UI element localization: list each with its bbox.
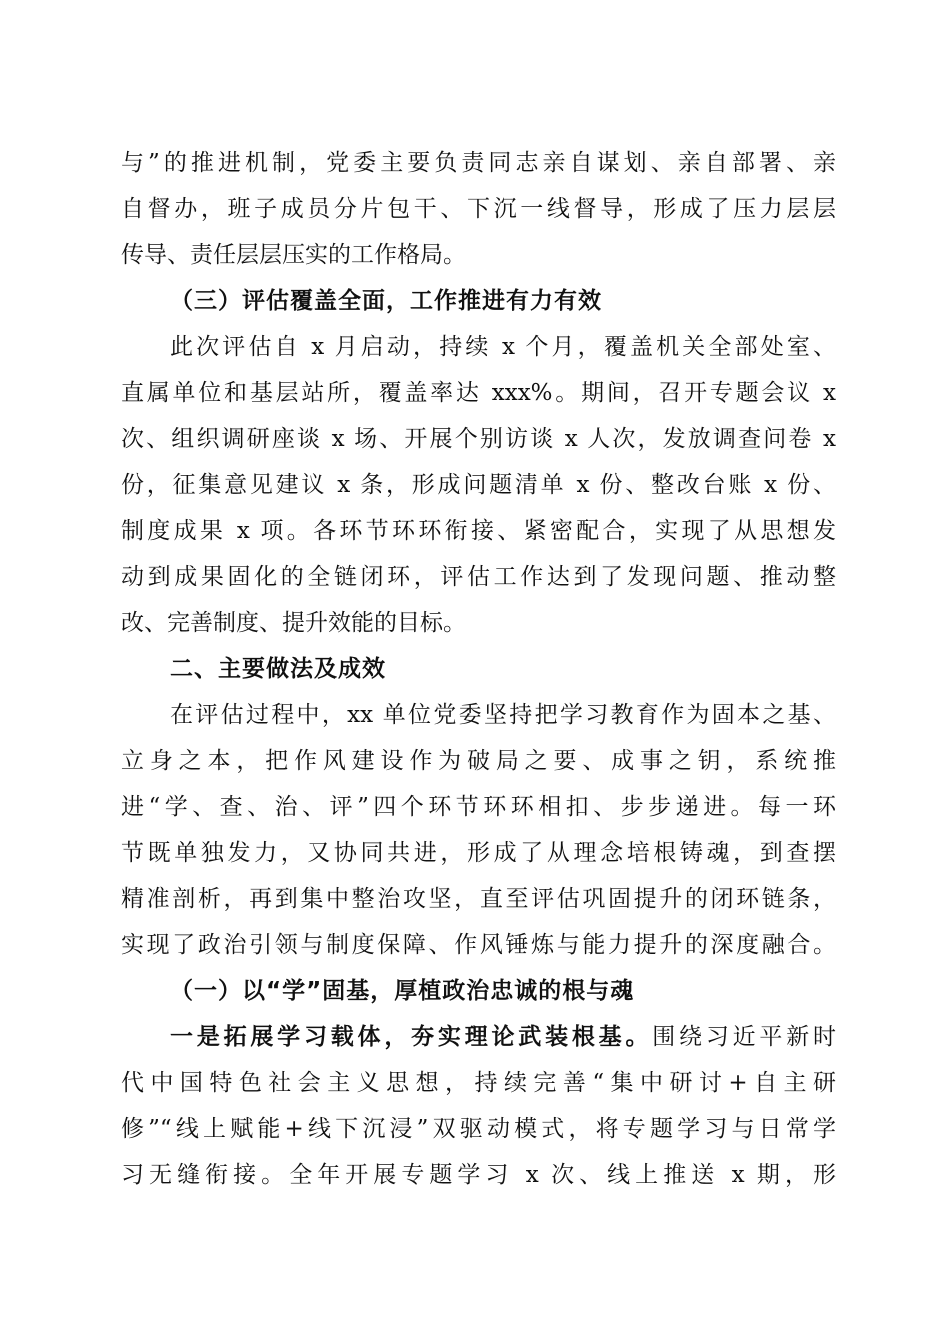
paragraph-line: 改、完善制度、提升效能的目标。	[121, 610, 466, 636]
paragraph-line: 在评估过程中，xx 单位党委坚持把学习教育作为固本之基、	[170, 702, 836, 728]
paragraph-line: 此次评估自 x 月启动，持续 x 个月，覆盖机关全部处室、	[170, 334, 836, 360]
paragraph-line: 与”的推进机制，党委主要负责同志亲自谋划、亲自部署、亲	[121, 150, 836, 176]
paragraph-line: 代中国特色社会主义思想，持续完善“集中研讨+自主研	[121, 1070, 836, 1096]
paragraph-line: 习无缝衔接。全年开展专题学习 x 次、线上推送 x 期，形	[121, 1162, 836, 1188]
paragraph-text: 围绕习近平新时	[652, 1024, 836, 1050]
paragraph-line	[170, 1017, 836, 1057]
paragraph-line: 实现了政治引领与制度保障、作风锤炼与能力提升的深度融合。	[121, 932, 836, 958]
paragraph-line: 直属单位和基层站所，覆盖率达 xxx%。期间，召开专题会议 x	[121, 380, 836, 406]
paragraph-line: 制度成果 x 项。各环节环环衔接、紧密配合，实现了从思想发	[121, 518, 836, 544]
paragraph-line: 份，征集意见建议 x 条，形成问题清单 x 份、整改台账 x 份、	[121, 472, 836, 498]
paragraph-line: 动到成果固化的全链闭环，评估工作达到了发现问题、推动整	[121, 564, 836, 590]
section-heading: 二、主要做法及成效	[170, 656, 386, 682]
paragraph-line: 节既单独发力，又协同共进，形成了从理念培根铸魂，到查摆	[121, 840, 836, 866]
paragraph-line: 传导、责任层层压实的工作格局。	[121, 242, 466, 268]
section-subheading: （一）以“学”固基，厚植政治忠诚的根与魂	[170, 978, 635, 1004]
paragraph-line: 进“学、查、治、评”四个环节环环相扣、步步递进。每一环	[121, 794, 836, 820]
paragraph-line: 修”“线上赋能+线下沉浸”双驱动模式，将专题学习与日常学	[121, 1116, 836, 1142]
section-subheading: （三）评估覆盖全面，工作推进有力有效	[170, 288, 602, 314]
paragraph-line: 次、组织调研座谈 x 场、开展个别访谈 x 人次，发放调查问卷 x	[121, 426, 836, 452]
lead-in-phrase: 一是拓展学习载体，夯实理论武装根基。	[170, 1024, 653, 1050]
paragraph-line: 自督办，班子成员分片包干、下沉一线督导，形成了压力层层	[121, 196, 836, 222]
paragraph-line: 精准剖析，再到集中整治攻坚，直至评估巩固提升的闭环链条，	[121, 886, 836, 912]
paragraph-line: 立身之本，把作风建设作为破局之要、成事之钥，系统推	[121, 748, 836, 774]
